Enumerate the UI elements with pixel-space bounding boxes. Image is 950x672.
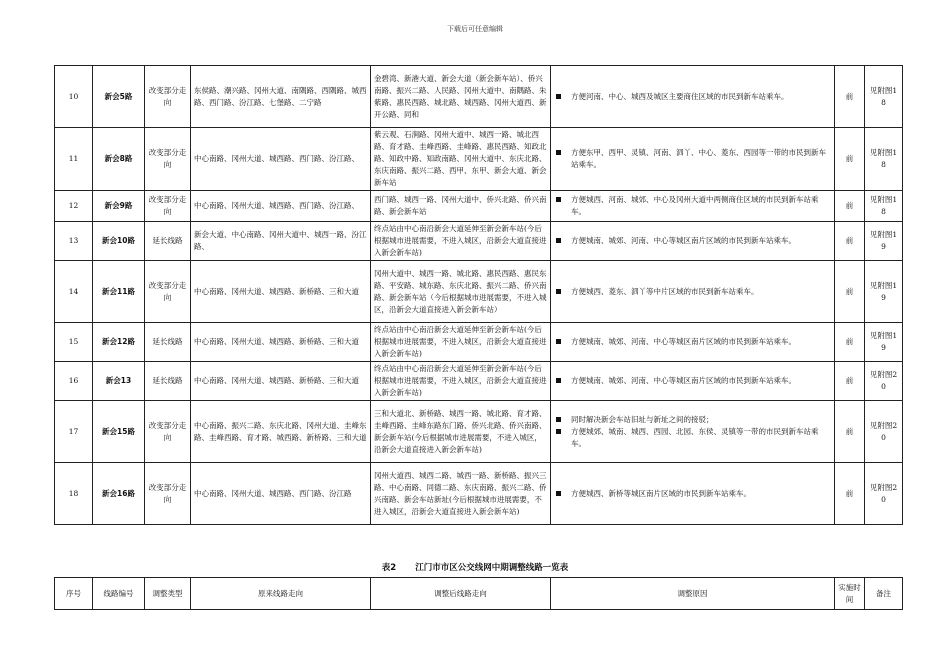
implementation-time: 前	[835, 191, 865, 222]
table2-title-text: 江门市市区公交线网中期调整线路一览表	[415, 563, 569, 573]
route-code: 新会5路	[93, 66, 145, 128]
adjustment-reason	[551, 222, 835, 261]
row-number: 18	[55, 463, 93, 525]
original-route: 中心南路、振兴二路、东庆北路、冈州大道、圭峰东路、圭峰西路、育才路、城西路、新桥路、三和大道	[191, 401, 371, 463]
original-route: 东侯路、潮兴路、冈州大道、南隅路、西隅路、城西路、西门路、汾江路、七堡路、二宁路	[191, 66, 371, 128]
bullet-square-icon	[556, 150, 561, 155]
original-route: 中心南路、冈州大道、城西路、西门路、汾江路、	[191, 128, 371, 191]
bullet-square-icon	[556, 197, 561, 202]
adjustment-type: 改变部分走向	[145, 191, 191, 222]
adjusted-route: 终点站由中心南沿新会大道延伸至新会新车站(今后根据城市进展需要，不进入城区，沿新会大道直接进入新会新车站)	[371, 362, 551, 401]
original-route: 中心南路、冈州大道、城西路、新桥路、三和大道	[191, 323, 371, 362]
route-code: 新会12路	[93, 323, 145, 362]
adjustment-reason	[551, 66, 835, 128]
header-cell: 原来线路走向	[191, 578, 371, 610]
reason-item	[554, 488, 831, 500]
adjusted-route: 终点站由中心南沿新会大道延伸至新会新车站(今后根据城市进展需要，不进入城区，沿新会大道直接进入新会新车站)	[371, 222, 551, 261]
header-cell: 调整后线路走向	[371, 578, 551, 610]
adjustment-reason	[551, 401, 835, 463]
reason-text: 方便城南、城郊、河南、中心等城区南片区域的市民到新车站乘车。	[571, 376, 796, 385]
reason-text: 方便城西、新桥等城区南片区域的市民到新车站乘车。	[571, 488, 751, 498]
reason-item	[554, 336, 831, 348]
table2-label: 表2	[381, 563, 397, 573]
original-route: 中心南路、冈州大道、城西路、新桥路、三和大道	[191, 261, 371, 323]
table-row	[55, 362, 903, 401]
bullet-square-icon	[556, 491, 561, 496]
original-route: 中心南路、冈州大道、城西路、西门路、汾江路	[191, 463, 371, 525]
header-cell: 线路编号	[93, 578, 145, 610]
bullet-square-icon	[556, 378, 561, 383]
adjustment-reason	[551, 362, 835, 401]
adjustment-type: 改变部分走向	[145, 128, 191, 191]
reason-text: 同时解决新会车站旧址与新址之间的接驳；	[571, 414, 714, 424]
adjustment-reason	[551, 463, 835, 525]
remark: 见附图19	[865, 222, 903, 261]
row-number: 16	[55, 362, 93, 401]
remark: 见附图18	[865, 128, 903, 191]
reason-item	[554, 286, 831, 298]
row-number: 13	[55, 222, 93, 261]
adjustment-type: 延长线路	[145, 362, 191, 401]
table2-header	[54, 577, 903, 610]
adjustment-type: 延长线路	[145, 222, 191, 261]
remark: 见附图18	[865, 66, 903, 128]
reason-text: 方便城西、菱东、泗丫等中片区域的市民到新车站乘车。	[571, 286, 759, 296]
reason-item	[554, 414, 831, 426]
implementation-time: 前	[835, 463, 865, 525]
route-code: 新会13	[93, 362, 145, 401]
route-adjustment-table	[54, 65, 903, 525]
table-row	[55, 128, 903, 191]
route-code: 新会15路	[93, 401, 145, 463]
reason-text: 方便城西、河南、城郊、中心及冈州大道中两侧商住区域的市民到新车站乘车。	[571, 195, 819, 216]
bullet-square-icon	[556, 94, 561, 99]
implementation-time: 前	[835, 222, 865, 261]
table-row	[55, 66, 903, 128]
adjustment-reason	[551, 261, 835, 323]
reason-item	[554, 147, 831, 171]
adjustment-type: 改变部分走向	[145, 401, 191, 463]
reason-item	[554, 194, 831, 218]
remark: 见附图19	[865, 261, 903, 323]
adjusted-route: 冈州大道西、城西二路、城西一路、新桥路、振兴三路、中心南路、同德二路、东庆南路、振兴二路、侨兴南路、新会车站新址(今后根据城市进展需要，不进入城区，沿新会大道直接进入新会新车站)	[371, 463, 551, 525]
reason-text: 方便城南、城郊、河南、中心等城区南片区域的市民到新车站乘车。	[571, 337, 796, 346]
original-route: 中心南路、冈州大道、城西路、新桥路、三和大道	[191, 362, 371, 401]
reason-text: 方便城南、城郊、河南、中心等城区南片区域的市民到新车站乘车。	[571, 236, 796, 245]
page-header: 下载后可任意编辑	[447, 25, 503, 33]
row-number: 14	[55, 261, 93, 323]
bullet-square-icon	[556, 429, 561, 434]
implementation-time: 前	[835, 323, 865, 362]
adjustment-type: 延长线路	[145, 323, 191, 362]
route-code: 新会11路	[93, 261, 145, 323]
adjustment-reason	[551, 191, 835, 222]
header-cell: 调整原因	[551, 578, 835, 610]
adjustment-reason	[551, 323, 835, 362]
implementation-time: 前	[835, 66, 865, 128]
reason-item	[554, 426, 831, 450]
original-route: 中心南路、冈州大道、城西路、西门路、汾江路、	[191, 191, 371, 222]
table-row	[55, 463, 903, 525]
reason-item	[554, 91, 831, 103]
adjustment-reason	[551, 128, 835, 191]
remark: 见附图20	[865, 362, 903, 401]
bullet-square-icon	[556, 417, 561, 422]
route-code: 新会10路	[93, 222, 145, 261]
table2-title	[0, 561, 950, 573]
remark: 见附图19	[865, 323, 903, 362]
bullet-square-icon	[556, 339, 561, 344]
table-row	[55, 261, 903, 323]
header-cell: 备注	[865, 578, 903, 610]
route-code: 新会16路	[93, 463, 145, 525]
adjusted-route: 西门路、城西一路、冈州大道中、侨兴北路、侨兴南路、新会新车站	[371, 191, 551, 222]
route-code: 新会9路	[93, 191, 145, 222]
header-cell: 调整类型	[145, 578, 191, 610]
header-cell: 序号	[55, 578, 93, 610]
row-number: 15	[55, 323, 93, 362]
implementation-time: 前	[835, 362, 865, 401]
adjusted-route: 冈州大道中、城西一路、城北路、惠民西路、惠民东路、平安路、城东路、东庆北路、振兴二路、侨兴南路、新会新车站（今后根据城市进展需要，不进入城区，沿新会大道直接进入新会新车站）	[371, 261, 551, 323]
table-row	[55, 222, 903, 261]
original-route: 新会大道、中心南路、冈州大道中、城西一路、汾江路、	[191, 222, 371, 261]
table-row	[55, 401, 903, 463]
reason-item	[554, 375, 831, 387]
table-row	[55, 323, 903, 362]
adjustment-type: 改变部分走向	[145, 66, 191, 128]
reason-text: 方便东甲、西甲、灵镇、河南、泗丫、中心、菱东、西园等一带的市民到新车站乘车。	[571, 148, 826, 169]
table-row	[55, 191, 903, 222]
reason-text: 方便河南、中心、城西及城区主要商住区域的市民到新车站乘车。	[571, 91, 789, 101]
adjusted-route: 金碧湾、新港大道、新会大道（新会新车站）、侨兴南路、振兴二路、人民路、冈州大道中、南隅路、朱紫路、惠民西路、城北路、城西路、冈州大道西、新开公路、同和	[371, 66, 551, 128]
route-code: 新会8路	[93, 128, 145, 191]
remark: 见附图20	[865, 463, 903, 525]
reason-text: 方便城郊、城南、城西、西园、北园、东侯、灵镇等一带的市民到新车站乘车。	[571, 426, 819, 448]
table2-header-row	[55, 578, 903, 610]
adjustment-type: 改变部分走向	[145, 261, 191, 323]
adjusted-route: 紫云观、石涧路、冈州大道中、城西一路、城北西路、育才路、圭峰西路、圭峰路、惠民西路、知政北路、知政中路、知政南路、冈州大道中、东庆北路、东庆南路、振兴二路、西甲、东甲、新会大道、新会新车站	[371, 128, 551, 191]
remark: 见附图20	[865, 401, 903, 463]
row-number: 12	[55, 191, 93, 222]
reason-item	[554, 235, 831, 247]
bullet-square-icon	[556, 238, 561, 243]
header-cell: 实施时间	[835, 578, 865, 610]
implementation-time: 前	[835, 401, 865, 463]
row-number: 17	[55, 401, 93, 463]
adjusted-route: 终点站由中心南沿新会大道延伸至新会新车站(今后根据城市进展需要，不进入城区，沿新会大道直接进入新会新车站)	[371, 323, 551, 362]
implementation-time: 前	[835, 128, 865, 191]
row-number: 10	[55, 66, 93, 128]
bullet-square-icon	[556, 289, 561, 294]
adjustment-type: 改变部分走向	[145, 463, 191, 525]
implementation-time: 前	[835, 261, 865, 323]
row-number: 11	[55, 128, 93, 191]
remark: 见附图18	[865, 191, 903, 222]
adjusted-route: 三和大道北、新桥路、城西一路、城北路、育才路、圭峰西路、圭峰东路东门路、侨兴北路、侨兴南路、新会新车站(今后根据城市进展需要，不进入城区，沿新会大道直接进入新会新车站)	[371, 401, 551, 463]
